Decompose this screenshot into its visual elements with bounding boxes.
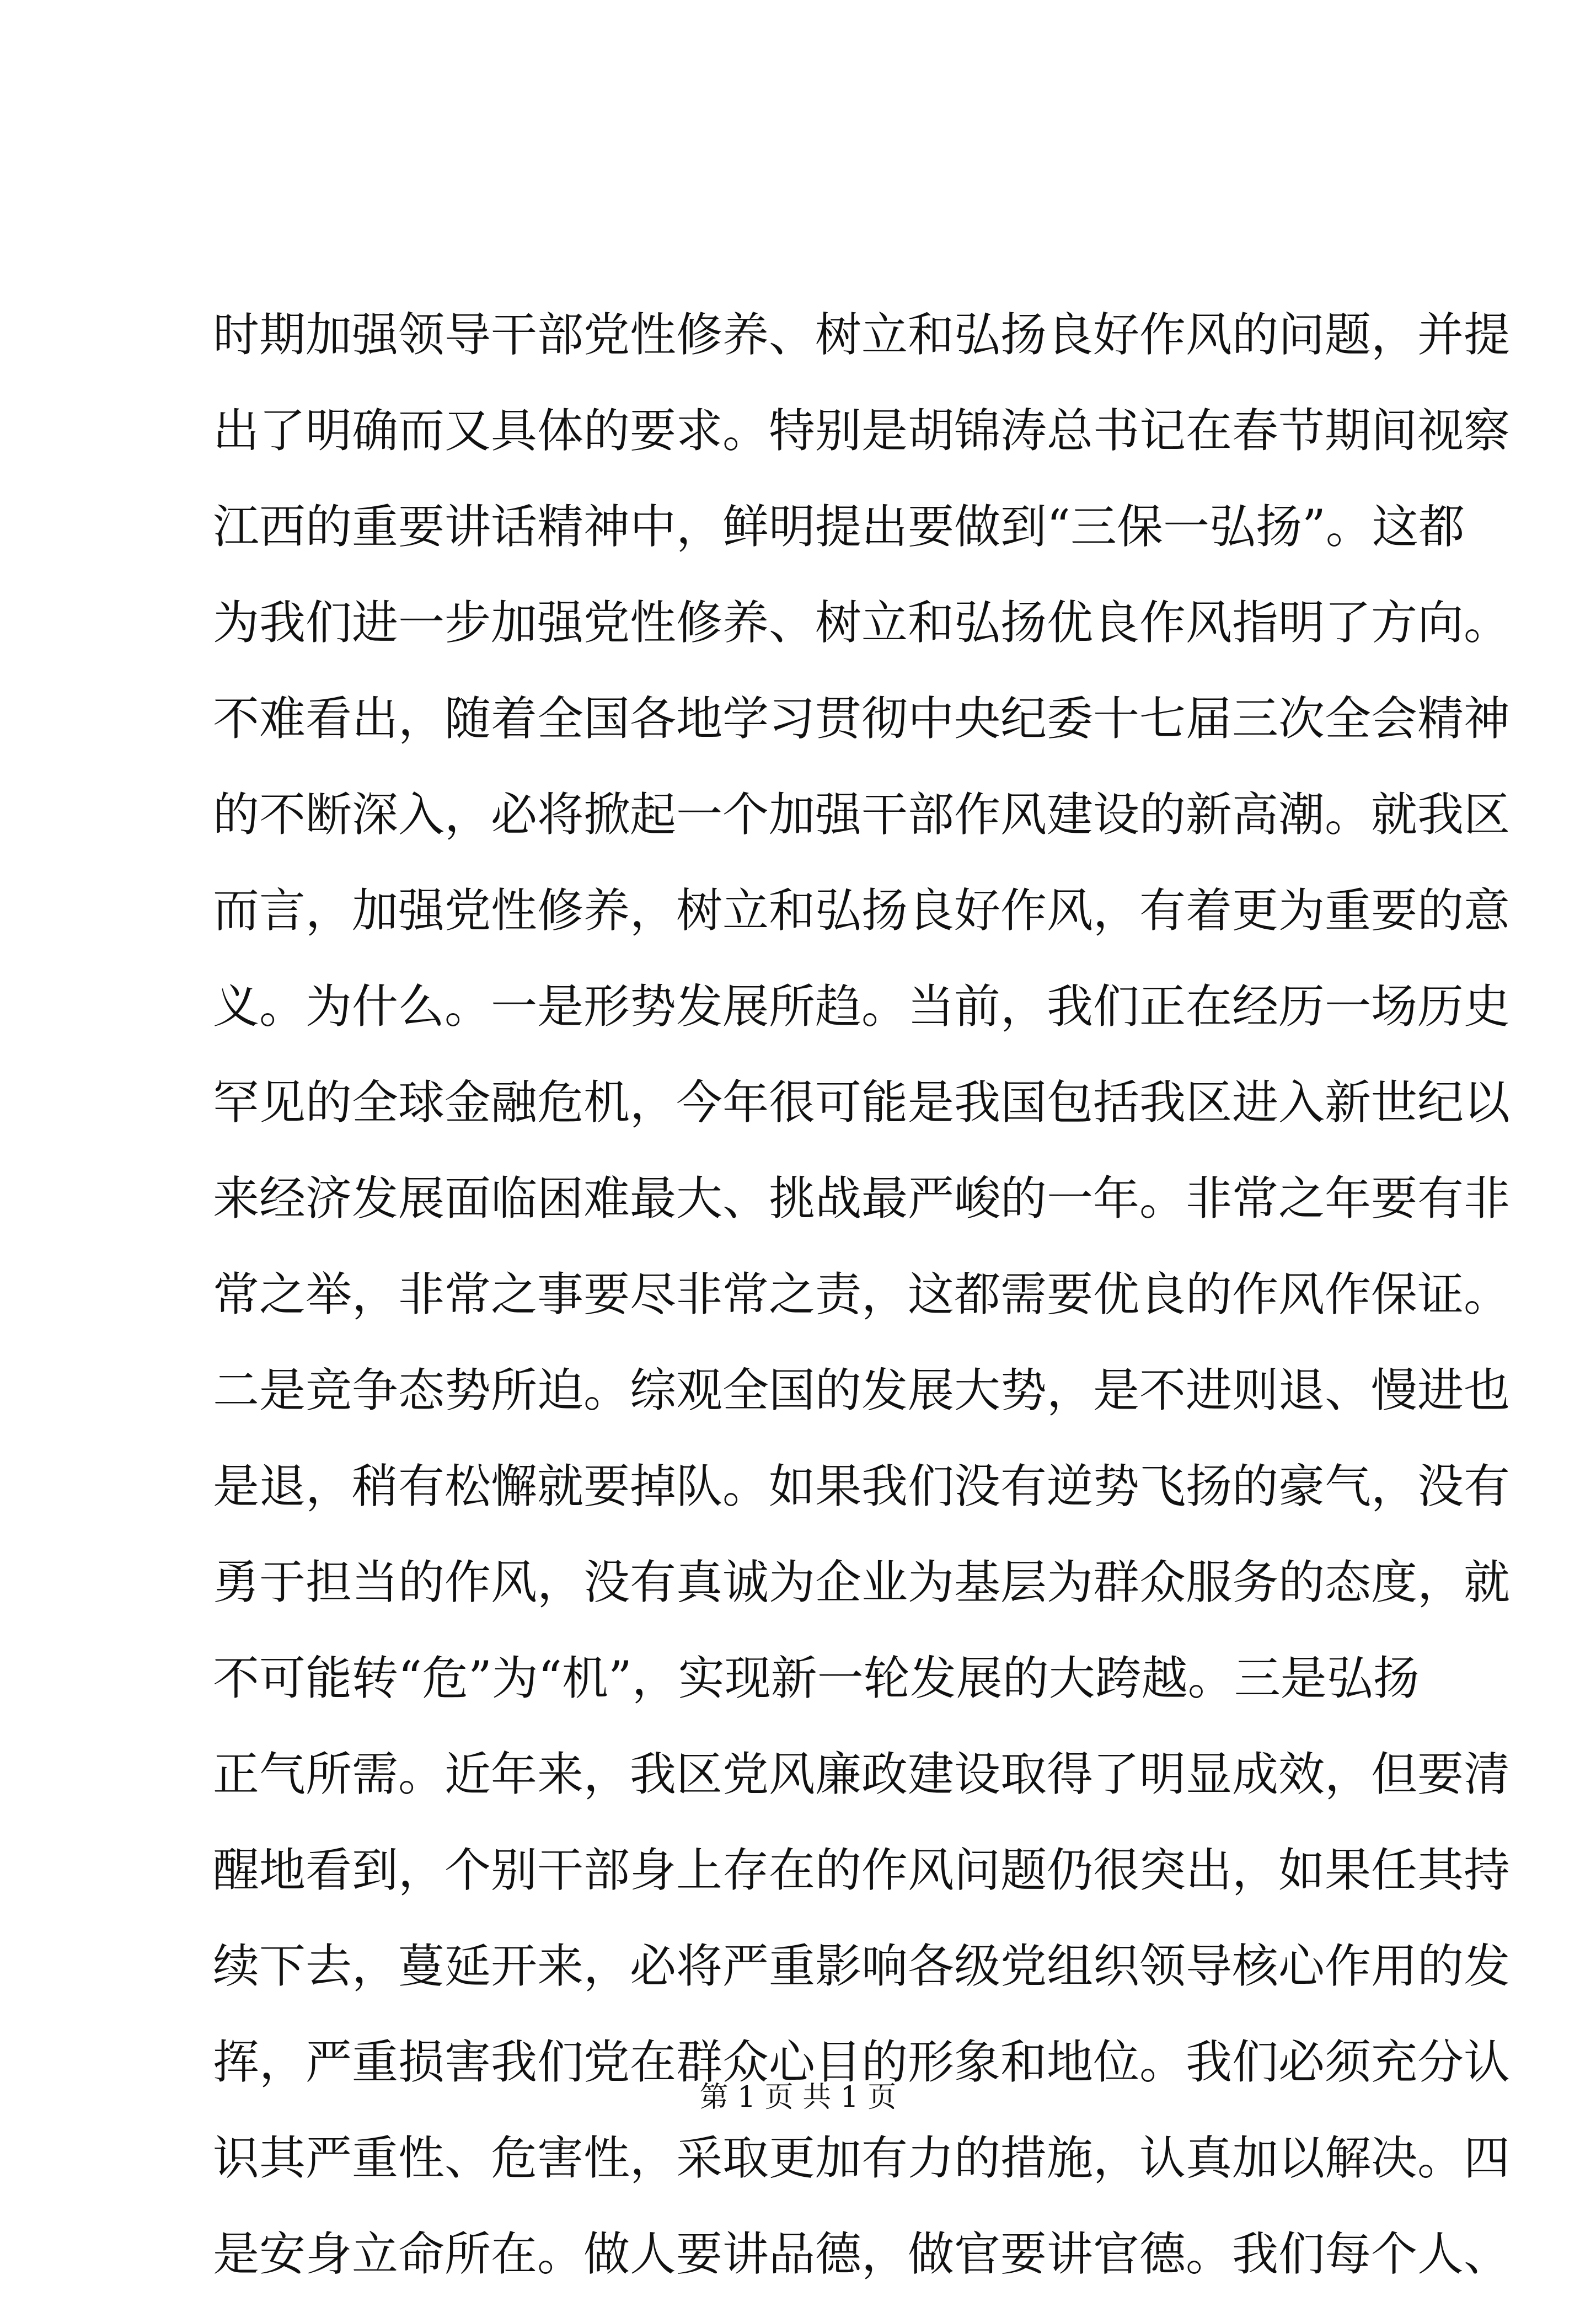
text-line: 识其严重性、危害性，采取更加有力的措施，认真加以解决。四	[213, 2131, 1511, 2185]
text-line: 醒地看到，个别干部身上存在的作风问题仍很突出，如果任其持	[213, 1843, 1511, 1897]
text-line: 勇于担当的作风，没有真诚为企业为基层为群众服务的态度，就	[213, 1555, 1511, 1609]
body-text	[213, 287, 1511, 2302]
text-line: 时期加强领导干部党性修养、树立和弘扬良好作风的问题，并提	[213, 308, 1511, 362]
text-line: 为我们进一步加强党性修养、树立和弘扬优良作风指明了方向。	[213, 596, 1511, 650]
text-line: 不难看出，随着全国各地学习贯彻中央纪委十七届三次全会精神	[213, 692, 1511, 746]
text-line: 是退，稍有松懈就要掉队。如果我们没有逆势飞扬的豪气，没有	[213, 1459, 1511, 1513]
text-line: 正气所需。近年来，我区党风廉政建设取得了明显成效，但要清	[213, 1747, 1511, 1801]
text-line: 出了明确而又具体的要求。特别是胡锦涛总书记在春节期间视察	[213, 404, 1511, 458]
text-line: 挥，严重损害我们党在群众心目的形象和地位。我们必须充分认	[213, 2035, 1511, 2089]
text-line: 二是竞争态势所迫。综观全国的发展大势，是不进则退、慢进也	[213, 1363, 1511, 1417]
page-footer: 第 1 页 共 1 页	[699, 2081, 897, 2114]
text-line: 而言，加强党性修养，树立和弘扬良好作风，有着更为重要的意	[213, 884, 1511, 938]
text-line: 来经济发展面临困难最大、挑战最严峻的一年。非常之年要有非	[213, 1171, 1511, 1225]
text-line: 是安身立命所在。做人要讲品德，做官要讲官德。我们每个人、	[213, 2227, 1511, 2281]
text-line: 江西的重要讲话精神中，鲜明提出要做到“三保一弘扬”。这都	[213, 500, 1465, 554]
text-line: 常之举，非常之事要尽非常之责，这都需要优良的作风作保证。	[213, 1267, 1511, 1321]
text-line: 罕见的全球金融危机，今年很可能是我国包括我区进入新世纪以	[213, 1075, 1511, 1129]
text-line: 不可能转“危”为“机”，实现新一轮发展的大跨越。三是弘扬	[213, 1651, 1420, 1705]
text-line: 续下去，蔓延开来，必将严重影响各级党组织领导核心作用的发	[213, 1939, 1511, 1993]
text-line: 义。为什么。一是形势发展所趋。当前，我们正在经历一场历史	[213, 979, 1511, 1034]
text-line: 的不断深入，必将掀起一个加强干部作风建设的新高潮。就我区	[213, 788, 1511, 842]
